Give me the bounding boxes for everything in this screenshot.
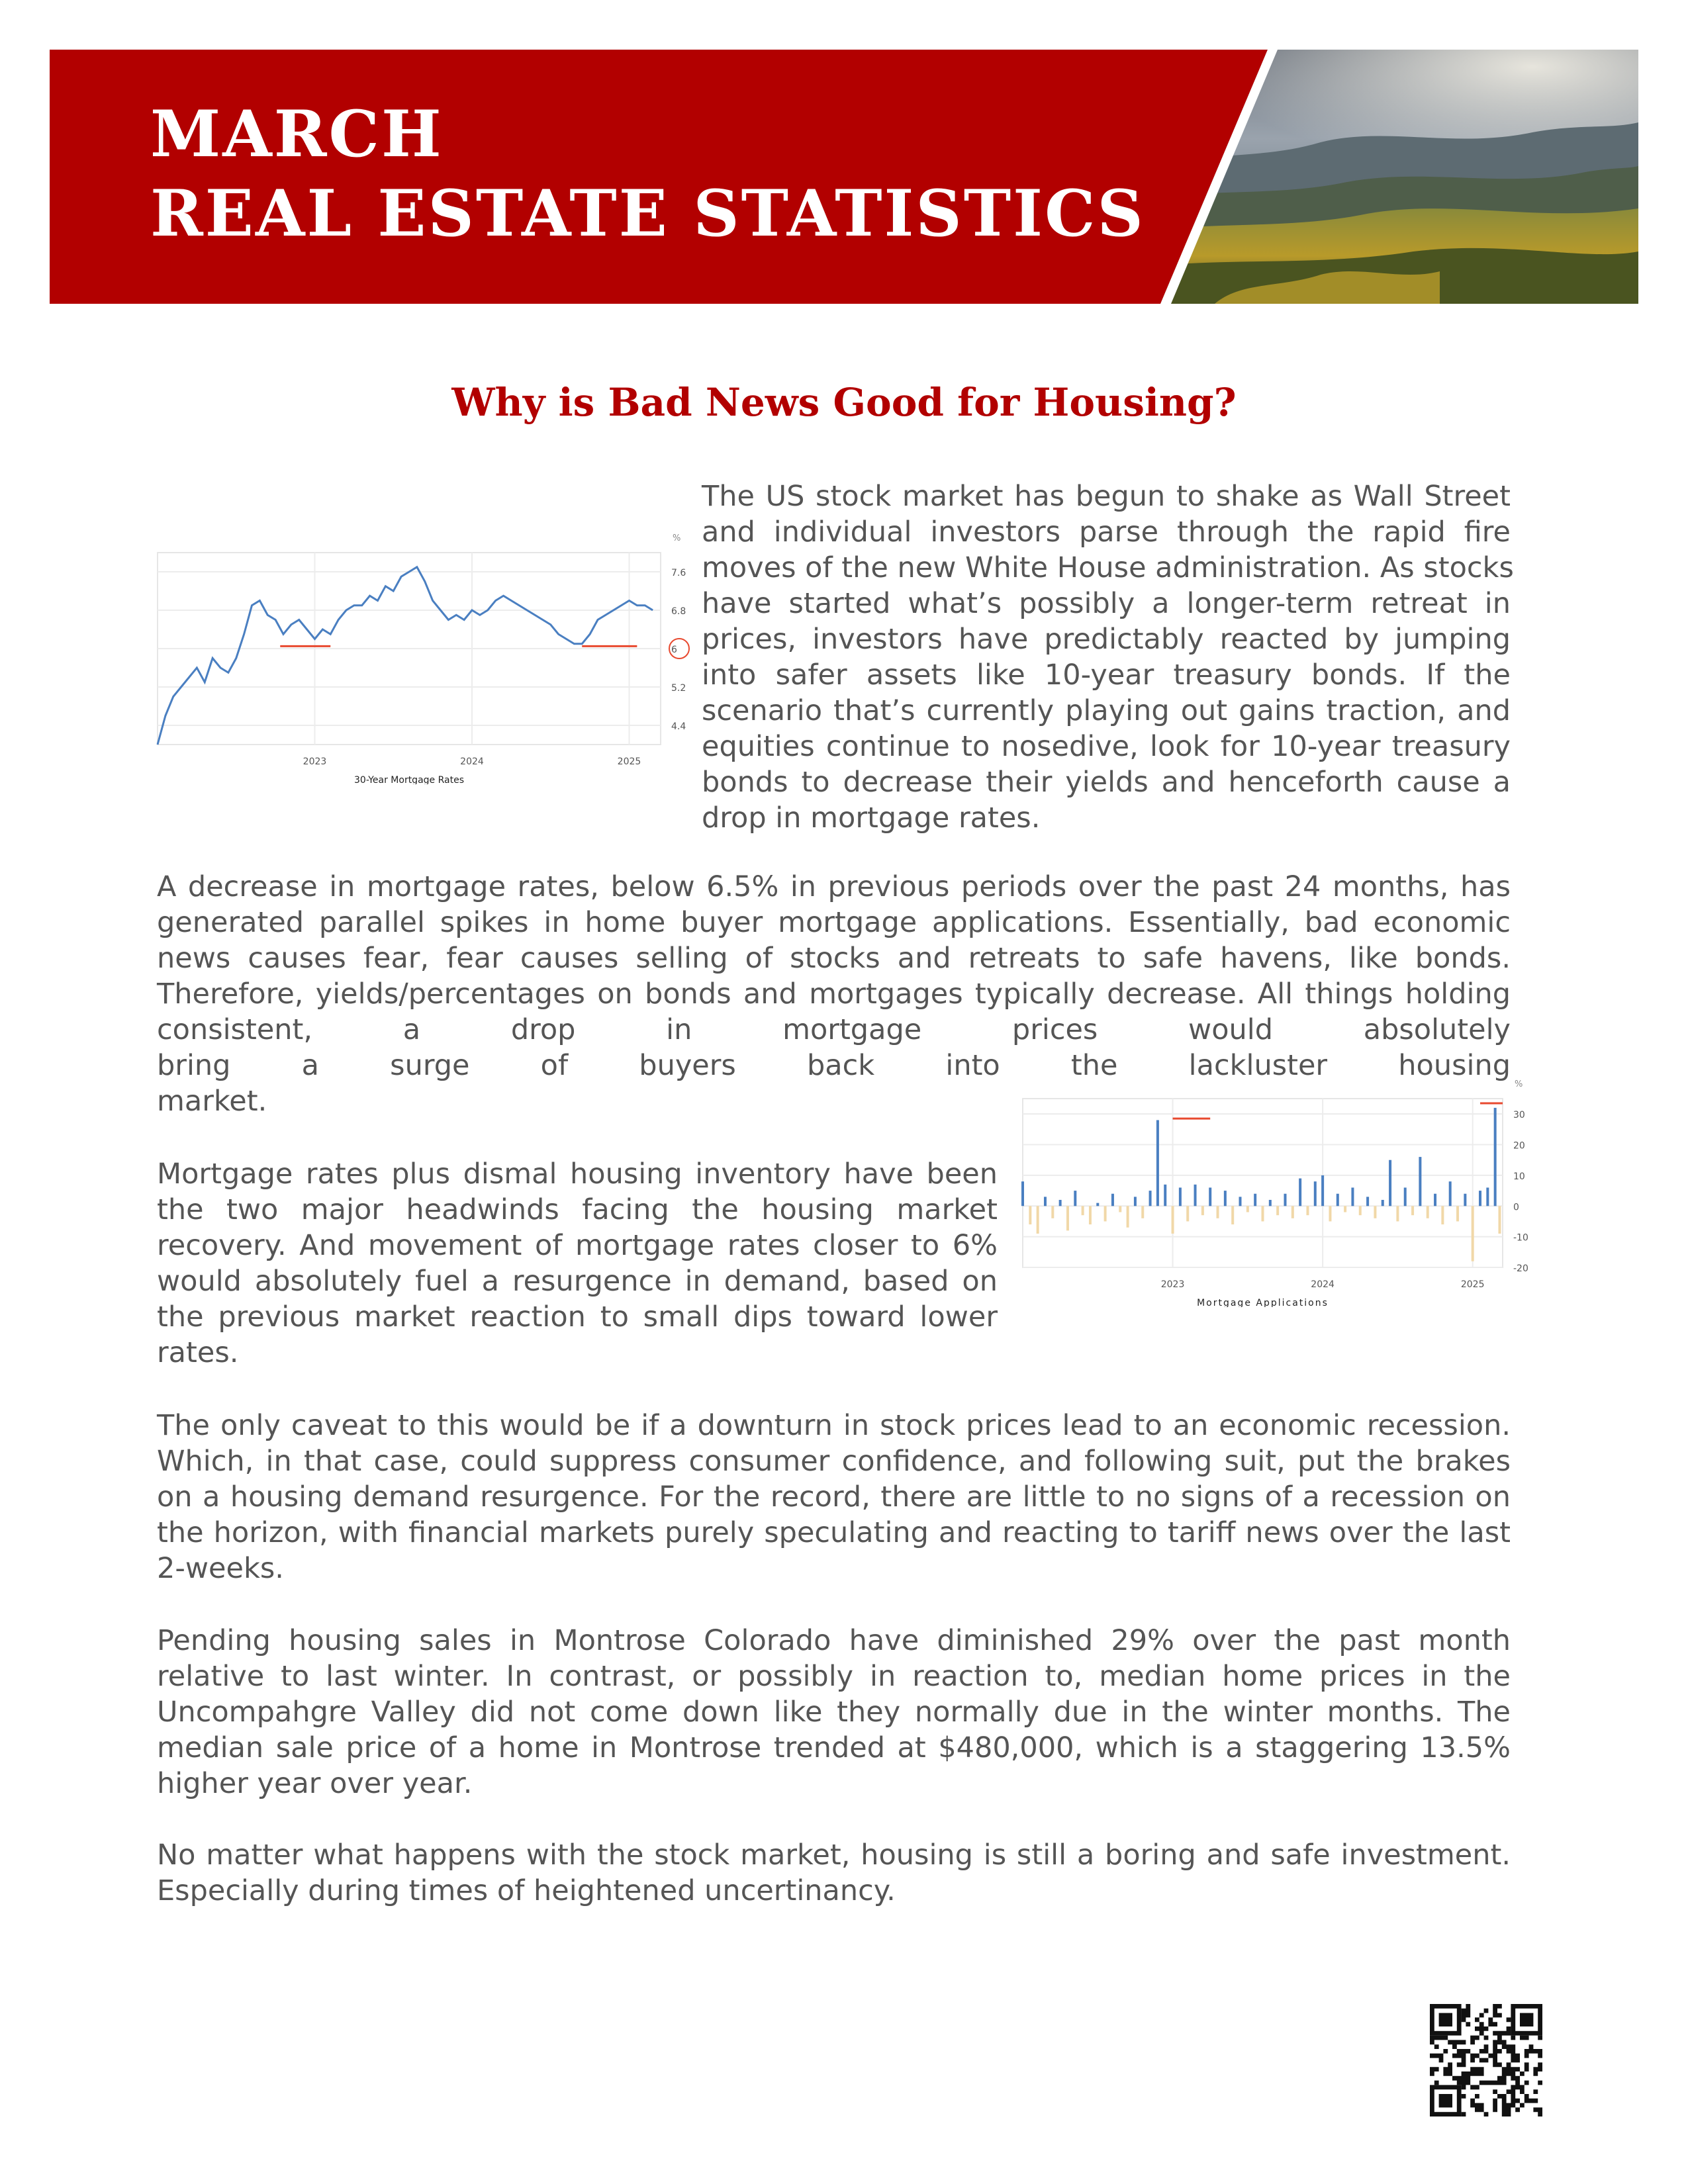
bar: [1194, 1185, 1197, 1206]
text-line: drop in mortgage rates.: [702, 801, 1041, 835]
text-line: the horizon, with financial markets purely speculating and reacting to tariff news over the last: [157, 1516, 1511, 1549]
text-line: Therefore, yields/percentages on bonds and mortgages typically decrease. All things holding: [157, 978, 1511, 1011]
text-line: 2-weeks.: [157, 1552, 284, 1585]
bar: [1179, 1187, 1182, 1206]
bar: [1021, 1181, 1024, 1206]
text-line: Pending housing sales in Montrose Colorado have diminished 29% over the past month: [157, 1624, 1511, 1657]
bar: [1156, 1120, 1159, 1206]
bar: [1037, 1206, 1039, 1234]
bar: [1351, 1187, 1354, 1206]
text-line: A decrease in mortgage rates, below 6.5% in previous periods over the past 24 months, has: [157, 870, 1511, 903]
page-title: [150, 95, 1145, 253]
header-banner: [50, 50, 1638, 304]
bar: [1119, 1206, 1121, 1212]
text-line: moves of the new White House administration. As stocks: [702, 551, 1514, 584]
y-tick-label: -20: [1513, 1263, 1528, 1274]
paragraph-3: [157, 1156, 998, 1371]
bar: [1472, 1206, 1474, 1261]
text-line: The only caveat to this would be if a downturn in stock prices lead to an economic recession.: [157, 1409, 1511, 1442]
text-line: Especially during times of heightened uncertinancy.: [157, 1874, 896, 1907]
text-line: higher year over year.: [157, 1767, 473, 1800]
bar: [1149, 1191, 1152, 1206]
paragraph-5: [157, 1623, 1511, 1801]
title-line-month: MARCH: [150, 97, 444, 171]
text-line: The US stock market has begun to shake as Wall Street: [702, 480, 1511, 513]
bar: [1172, 1206, 1174, 1234]
bar: [1396, 1206, 1399, 1221]
bar: [1411, 1206, 1414, 1215]
bar: [1051, 1206, 1054, 1218]
mortgage-rates-chart: [151, 533, 700, 784]
bar: [1382, 1200, 1384, 1206]
x-tick-label: 2023: [1160, 1279, 1185, 1290]
text-line: on a housing demand resurgence. For the record, there are little to no signs of a recession on: [157, 1480, 1511, 1514]
text-line: recovery. And movement of mortgage rates closer to 6%: [157, 1229, 998, 1262]
bar: [1404, 1187, 1407, 1206]
bar: [1029, 1206, 1031, 1224]
y-tick-label: 7.6: [671, 568, 686, 578]
bar: [1359, 1206, 1362, 1215]
text-line: the two major headwinds facing the housing market: [157, 1193, 998, 1226]
bar: [1366, 1197, 1369, 1206]
bar: [1262, 1206, 1264, 1221]
bar: [1209, 1187, 1211, 1206]
bar: [1141, 1206, 1144, 1218]
bar: [1284, 1194, 1286, 1206]
title-line-main: REAL ESTATE STATISTICS: [150, 176, 1145, 251]
text-line: bonds to decrease their yields and henceforth cause a: [702, 766, 1511, 799]
y-tick-label: 6.8: [671, 606, 686, 617]
bar: [1276, 1206, 1279, 1215]
y-tick-label: -10: [1513, 1232, 1528, 1244]
text-line: Uncompahgre Valley did not come down like they normally due in the winter months. The: [157, 1696, 1511, 1729]
bar: [1498, 1206, 1501, 1234]
bar: [1111, 1194, 1114, 1206]
y-tick-label: 30: [1513, 1110, 1525, 1121]
x-tick-label: 2024: [460, 756, 484, 767]
x-tick-label: 2024: [1311, 1279, 1335, 1290]
bar: [1246, 1206, 1249, 1212]
text-line: median sale price of a home in Montrose trended at $480,000, which is a staggering 13.5%: [157, 1731, 1511, 1764]
bar: [1269, 1200, 1272, 1206]
bar: [1427, 1206, 1429, 1218]
bar: [1059, 1200, 1062, 1206]
unit-label: %: [1515, 1079, 1523, 1089]
chart-title: 30-Year Mortgage Rates: [354, 775, 464, 784]
bar: [1479, 1191, 1481, 1206]
bar: [1239, 1197, 1242, 1206]
bar: [1164, 1185, 1166, 1206]
text-line: bring a surge of buyers back into the lackluster housing: [157, 1049, 1511, 1082]
qr-code[interactable]: [1430, 2004, 1542, 2116]
bar: [1374, 1206, 1376, 1218]
article-headline: Why is Bad News Good for Housing?: [451, 380, 1237, 425]
bar: [1096, 1203, 1099, 1206]
bar: [1494, 1108, 1497, 1206]
bar: [1291, 1206, 1294, 1218]
bar: [1201, 1206, 1204, 1215]
bar: [1217, 1206, 1219, 1218]
x-tick-label: 2023: [303, 756, 327, 767]
bar: [1089, 1206, 1092, 1224]
text-line: Mortgage rates plus dismal housing inventory have been: [157, 1158, 998, 1191]
text-line: scenario that’s currently playing out gains traction, and: [702, 694, 1511, 727]
text-line: news causes fear, fear causes selling of stocks and retreats to safe havens, like bonds.: [157, 942, 1511, 975]
bar: [1486, 1187, 1489, 1206]
bar: [1224, 1191, 1227, 1206]
bar: [1314, 1181, 1317, 1206]
bar: [1186, 1206, 1189, 1221]
paragraph-4: [157, 1408, 1511, 1586]
bar: [1044, 1197, 1047, 1206]
y-tick-label: 5.2: [671, 683, 686, 694]
bar: [1336, 1194, 1339, 1206]
bar: [1441, 1206, 1444, 1224]
y-tick-label: 6: [671, 645, 677, 655]
x-tick-label: 2025: [617, 756, 641, 767]
text-line: rates.: [157, 1336, 239, 1369]
text-line: No matter what happens with the stock market, housing is still a boring and safe investment.: [157, 1839, 1511, 1872]
bar: [1306, 1206, 1309, 1215]
unit-label: %: [673, 533, 681, 543]
bar: [1449, 1181, 1452, 1206]
bar: [1254, 1194, 1256, 1206]
text-line: into safer assets like 10-year treasury bonds. If the: [702, 659, 1511, 692]
text-line: the previous market reaction to small dips toward lower: [157, 1300, 998, 1334]
bar: [1299, 1179, 1301, 1206]
y-tick-label: 10: [1513, 1171, 1525, 1182]
text-line: prices, investors have predictably reacted by jumping: [702, 623, 1511, 656]
y-tick-label: 4.4: [671, 721, 686, 732]
text-line: market.: [157, 1085, 267, 1118]
text-line: and individual investors parse through the rapid fire: [702, 516, 1511, 549]
x-tick-label: 2025: [1460, 1279, 1485, 1290]
text-line: Which, in that case, could suppress consumer confidence, and following suit, put the brakes: [157, 1445, 1511, 1478]
text-line: would absolutely fuel a resurgence in demand, based on: [157, 1265, 998, 1298]
bar: [1434, 1194, 1436, 1206]
bar: [1127, 1206, 1129, 1227]
text-line: have started what’s possibly a longer-term retreat in: [702, 587, 1511, 620]
bar: [1389, 1160, 1391, 1206]
bar: [1329, 1206, 1331, 1221]
paragraph-6: [157, 1837, 1511, 1909]
bar: [1104, 1206, 1107, 1221]
y-tick-label: 0: [1513, 1202, 1519, 1213]
bar: [1456, 1206, 1459, 1221]
bar: [1066, 1206, 1069, 1230]
text-line: consistent, a drop in mortgage prices would absolutely: [157, 1013, 1511, 1046]
bar: [1321, 1175, 1324, 1206]
rate-series-line: [158, 567, 653, 745]
mortgage-applications-chart: [1019, 1079, 1549, 1307]
text-line: equities continue to nosedive, look for 10-year treasury: [702, 730, 1511, 763]
y-tick-label: 20: [1513, 1140, 1525, 1152]
bar: [1344, 1206, 1346, 1212]
bar: [1082, 1206, 1084, 1215]
chart-title: Mortgage Applications: [1197, 1298, 1329, 1307]
bar: [1074, 1191, 1076, 1206]
text-line: generated parallel spikes in home buyer mortgage applications. Essentially, bad economic: [157, 906, 1511, 939]
bar: [1231, 1206, 1234, 1224]
bar: [1464, 1194, 1466, 1206]
bar: [1419, 1157, 1421, 1206]
paragraph-1: [702, 478, 1514, 836]
bar: [1134, 1197, 1137, 1206]
text-line: relative to last winter. In contrast, or possibly in reaction to, median home prices in the: [157, 1660, 1511, 1693]
plot-frame: [1023, 1099, 1503, 1267]
